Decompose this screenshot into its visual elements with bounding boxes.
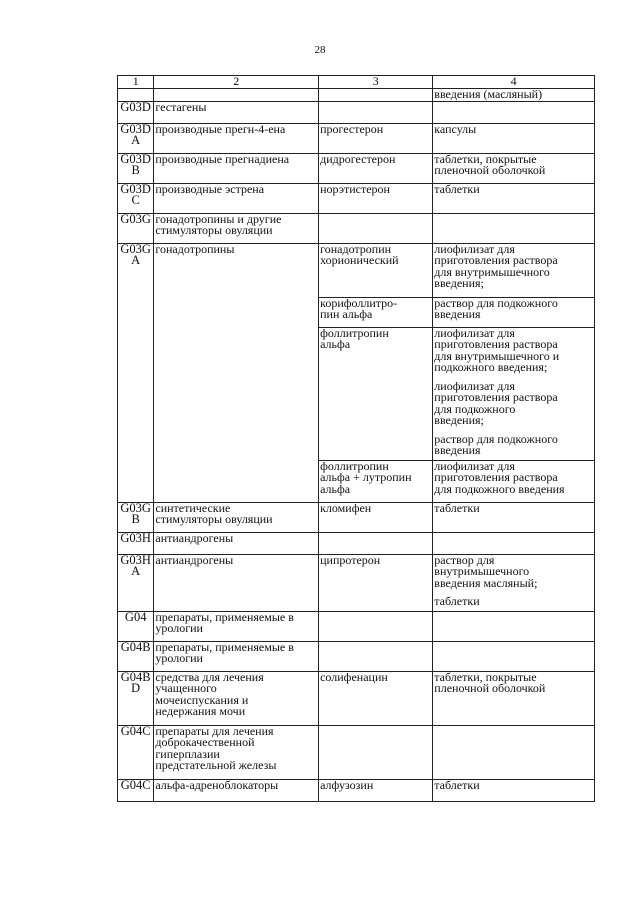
cell-text: кломифен xyxy=(320,500,372,515)
drug-name-cell xyxy=(319,611,433,641)
cell-text: гонадотропины xyxy=(155,241,235,256)
cell-text: гиперплазии xyxy=(155,746,220,761)
dosage-form-cell xyxy=(433,532,595,554)
cell-text: введения (масляный) xyxy=(434,87,543,101)
page-number: 28 xyxy=(314,44,326,56)
dosage-form-cell xyxy=(433,101,595,123)
group-name-cell xyxy=(154,153,319,183)
cell-text: подкожного введения; xyxy=(434,360,548,374)
cell-text: A xyxy=(131,564,141,578)
cell-text: учащенного xyxy=(155,681,217,695)
cell-text: введения xyxy=(434,443,481,457)
dosage-form-entry xyxy=(434,596,593,611)
drug-name-cell xyxy=(319,183,433,213)
cell-text: антиандрогены xyxy=(155,552,234,567)
group-name-cell xyxy=(154,671,319,725)
cell-text: норэтистерон xyxy=(320,181,390,196)
dosage-form-entry xyxy=(434,151,593,177)
dosage-form-entry xyxy=(434,121,593,136)
cell-text: ципротерон xyxy=(320,552,381,567)
group-name-cell xyxy=(154,725,319,779)
cell-text: приготовления раствора xyxy=(434,390,558,404)
dosage-form-cell xyxy=(433,183,595,213)
dosage-form-cell xyxy=(433,502,595,532)
dosage-form-entry xyxy=(434,89,593,101)
dosage-form-cell xyxy=(433,213,595,243)
cell-text: капсулы xyxy=(434,121,477,136)
cell-text: лиофилизат для xyxy=(434,378,515,393)
cell-text: приготовления раствора xyxy=(434,337,558,351)
cell-text: для внутримышечного xyxy=(434,264,550,279)
cell-text: фоллитропин xyxy=(320,458,389,473)
atc-code-cell xyxy=(118,554,154,611)
table-row xyxy=(118,123,595,153)
cell-text: урологии xyxy=(155,621,203,635)
cell-text: препараты для лечения xyxy=(155,723,274,738)
cell-text: таблетки, покрытые xyxy=(434,151,537,166)
column-header: 4 xyxy=(433,76,595,89)
cell-text: альфа xyxy=(320,481,351,496)
cell-text: D xyxy=(131,681,141,695)
cell-text: для внутримышечного и xyxy=(434,348,560,363)
table-body xyxy=(118,89,595,802)
cell-text: введения; xyxy=(434,276,484,290)
drug-name-cell xyxy=(319,554,433,611)
drug-name-cell xyxy=(319,327,433,460)
cell-text: препараты, применяемые в xyxy=(155,609,294,624)
cell-text: недержания мочи xyxy=(155,704,246,718)
cell-text: таблетки xyxy=(434,500,480,515)
cell-text: гестагены xyxy=(155,99,207,114)
group-name-cell xyxy=(154,611,319,641)
dosage-form-entry xyxy=(434,241,593,290)
cell-text: B xyxy=(131,512,140,526)
cell-text: G04B xyxy=(120,669,151,684)
cell-text: антиандрогены xyxy=(155,530,234,545)
dosage-form-cell xyxy=(433,89,595,102)
cell-text: G03G xyxy=(120,241,151,256)
cell-text: дидрогестерон xyxy=(320,151,396,166)
dosage-form-cell xyxy=(433,671,595,725)
atc-code-cell xyxy=(118,532,154,554)
cell-text: стимуляторы овуляции xyxy=(155,223,273,237)
table-row xyxy=(118,554,595,611)
column-header: 1 xyxy=(118,76,154,89)
dosage-form-cell xyxy=(433,460,595,502)
cell-text: производные эстрена xyxy=(155,181,265,196)
dosage-form-entry xyxy=(434,325,593,377)
atc-code-cell xyxy=(118,183,154,213)
drug-name-cell xyxy=(319,213,433,243)
column-header: 3 xyxy=(319,76,433,89)
cell-text: таблетки xyxy=(434,594,480,608)
cell-text: введения xyxy=(434,307,481,321)
cell-text: A xyxy=(131,133,141,147)
cell-text: раствор для xyxy=(434,552,495,567)
cell-text: A xyxy=(131,253,141,267)
dosage-form-entry xyxy=(434,431,593,460)
cell-text: раствор для подкожного xyxy=(434,295,558,310)
cell-text: альфа + лутропин xyxy=(320,470,412,484)
table-row xyxy=(118,725,595,779)
dosage-form-cell xyxy=(433,779,595,801)
cell-text: доброкачественной xyxy=(155,735,255,749)
group-name-cell xyxy=(154,101,319,123)
atc-code-cell xyxy=(118,153,154,183)
atc-code-cell xyxy=(118,725,154,779)
cell-text: таблетки xyxy=(434,777,480,792)
dosage-form-entry xyxy=(434,458,593,496)
group-name-cell xyxy=(154,123,319,153)
table-row xyxy=(118,532,595,554)
drug-table xyxy=(117,75,595,802)
cell-text: для подкожного xyxy=(434,401,516,416)
cell-text: препараты, применяемые в xyxy=(155,639,294,654)
cell-text: альфа xyxy=(320,337,351,351)
cell-text: алфузозин xyxy=(320,777,374,792)
group-name-cell xyxy=(154,213,319,243)
cell-text: производные прегнадиена xyxy=(155,151,290,166)
group-name-cell xyxy=(154,532,319,554)
dosage-form-entry xyxy=(434,378,593,430)
cell-text: приготовления раствора xyxy=(434,253,558,267)
cell-text: хорионический xyxy=(320,253,399,267)
drug-name-cell xyxy=(319,779,433,801)
dosage-form-cell xyxy=(433,725,595,779)
cell-text: G03H xyxy=(120,552,151,567)
atc-code-cell xyxy=(118,213,154,243)
dosage-form-cell xyxy=(433,611,595,641)
cell-text: B xyxy=(131,163,140,177)
table-row xyxy=(118,213,595,243)
cell-text: введения масляный; xyxy=(434,575,538,590)
drug-name-cell xyxy=(319,671,433,725)
cell-text: введения; xyxy=(434,413,484,427)
cell-text: G04C xyxy=(120,777,151,792)
cell-text: солифенацин xyxy=(320,669,388,684)
table-row xyxy=(118,101,595,123)
cell-text: G03G xyxy=(120,211,151,226)
dosage-form-cell xyxy=(433,243,595,297)
dosage-form-cell xyxy=(433,123,595,153)
drug-name-cell xyxy=(319,641,433,671)
group-name-cell xyxy=(154,554,319,611)
cell-text: мочеиспускания и xyxy=(155,692,249,707)
group-name-cell xyxy=(154,243,319,502)
cell-text: таблетки, покрытые xyxy=(434,669,537,684)
cell-text: G03D xyxy=(120,151,151,166)
cell-text: G03H xyxy=(120,530,151,545)
drug-name-cell xyxy=(319,101,433,123)
cell-text: корифоллитро- xyxy=(320,295,398,310)
drug-name-cell xyxy=(319,89,433,102)
cell-text: G03D xyxy=(120,181,151,196)
group-name-cell xyxy=(154,779,319,801)
cell-text: G03D xyxy=(120,99,151,114)
drug-name-cell xyxy=(319,460,433,502)
dosage-form-cell xyxy=(433,554,595,611)
group-name-cell xyxy=(154,641,319,671)
drug-name-cell xyxy=(319,123,433,153)
cell-text: пленочной оболочкой xyxy=(434,163,546,177)
cell-text: G04 xyxy=(124,609,147,624)
cell-text: G03G xyxy=(120,500,151,515)
cell-text: раствор для подкожного xyxy=(434,431,558,446)
atc-code-cell xyxy=(118,779,154,801)
dosage-form-entry xyxy=(434,669,593,695)
atc-code-cell xyxy=(118,243,154,502)
dosage-form-entry xyxy=(434,500,593,515)
cell-text: предстательной железы xyxy=(155,758,277,772)
cell-text: таблетки xyxy=(434,181,480,196)
drug-name-cell xyxy=(319,297,433,327)
drug-name-cell xyxy=(319,725,433,779)
cell-text: лиофилизат для xyxy=(434,325,515,340)
cell-text: прогестерон xyxy=(320,121,384,136)
group-name-cell xyxy=(154,502,319,532)
cell-text: G03D xyxy=(120,121,151,136)
table-row xyxy=(118,243,595,297)
cell-text: гонадотропин xyxy=(320,241,392,256)
atc-code-cell xyxy=(118,502,154,532)
group-name-cell xyxy=(154,183,319,213)
cell-text: синтетические xyxy=(155,500,231,515)
dosage-form-entry xyxy=(434,181,593,196)
dosage-form-entry xyxy=(434,295,593,321)
dosage-form-entry xyxy=(434,552,593,593)
cell-text: урологии xyxy=(155,651,203,665)
cell-text: гонадотропины и другие xyxy=(155,211,282,226)
cell-text: внутримышечного xyxy=(434,564,530,578)
table-row xyxy=(118,153,595,183)
cell-text: пленочной оболочкой xyxy=(434,681,546,695)
cell-text: производные прегн-4-ена xyxy=(155,121,286,136)
atc-code-cell xyxy=(118,641,154,671)
cell-text: G04B xyxy=(120,639,151,654)
dosage-form-cell xyxy=(433,327,595,460)
table-row xyxy=(118,641,595,671)
table-row xyxy=(118,779,595,801)
atc-code-cell xyxy=(118,671,154,725)
table-row xyxy=(118,502,595,532)
cell-text: C xyxy=(131,193,140,207)
column-header: 2 xyxy=(154,76,319,89)
atc-code-cell xyxy=(118,123,154,153)
dosage-form-cell xyxy=(433,153,595,183)
cell-text: G04C xyxy=(120,723,151,738)
dosage-form-cell xyxy=(433,641,595,671)
drug-name-cell xyxy=(319,153,433,183)
drug-name-cell xyxy=(319,243,433,297)
cell-text: фоллитропин xyxy=(320,325,389,340)
atc-code-cell xyxy=(118,611,154,641)
cell-text: лиофилизат для xyxy=(434,241,515,256)
cell-text: стимуляторы овуляции xyxy=(155,512,273,526)
cell-text: лиофилизат для xyxy=(434,458,515,473)
table-row xyxy=(118,183,595,213)
cell-text: приготовления раствора xyxy=(434,470,558,484)
dosage-form-cell xyxy=(433,297,595,327)
table-row xyxy=(118,611,595,641)
cell-text: для подкожного введения xyxy=(434,481,565,496)
table-row xyxy=(118,671,595,725)
dosage-form-entry xyxy=(434,777,593,792)
cell-text: альфа-адреноблокаторы xyxy=(155,777,279,792)
drug-name-cell xyxy=(319,502,433,532)
cell-text: средства для лечения xyxy=(155,669,264,684)
atc-code-cell xyxy=(118,101,154,123)
cell-text: пин альфа xyxy=(320,307,373,321)
drug-name-cell xyxy=(319,532,433,554)
